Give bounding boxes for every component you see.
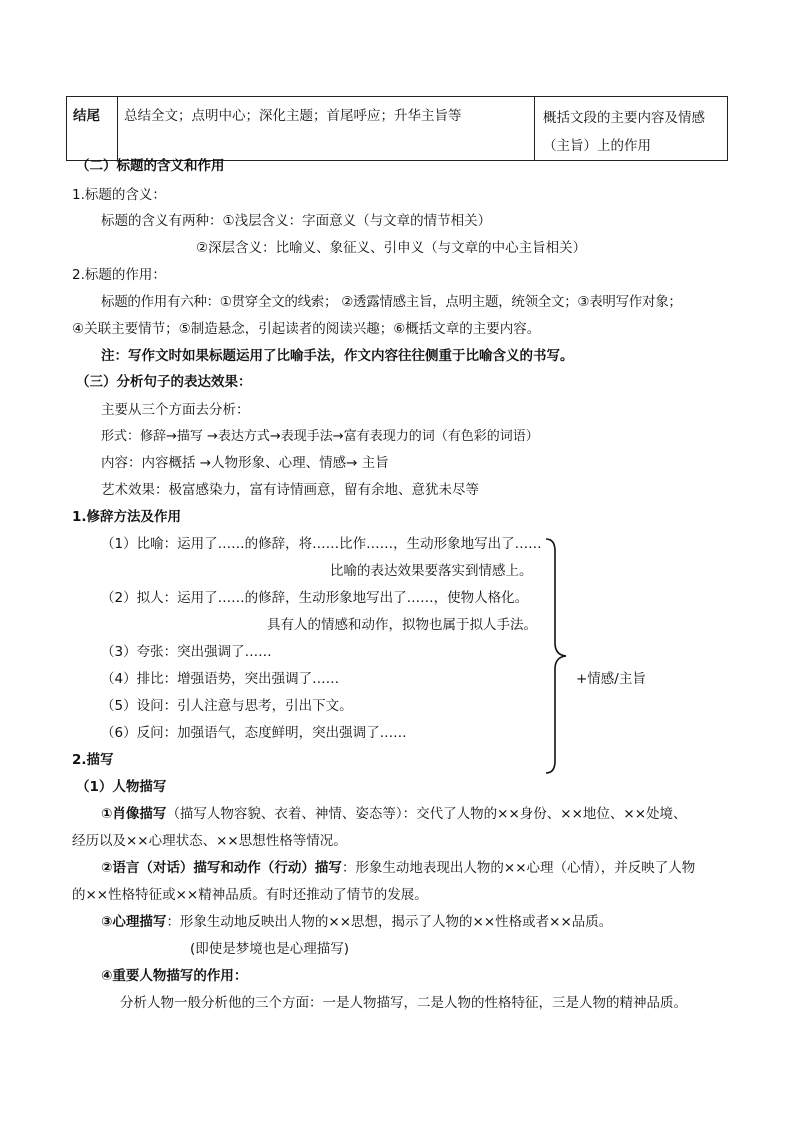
psychological-description: ③心理描写：形象生动地反映出人物的××思想，揭示了人物的××性格或者××品质。 <box>101 914 613 930</box>
table-label-cell: 结尾 <box>67 97 118 161</box>
title-meaning-line-1: 标题的含义有两种：①浅层含义：字面意义（与文章的情节相关） <box>101 213 492 229</box>
rhetoric-item-rhetorical-question: （6）反问：加强语气，态度鲜明，突出强调了…… <box>101 725 407 741</box>
character-description-role-heading: ④重要人物描写的作用： <box>101 968 248 984</box>
rhetoric-item-personification: （2）拟人：运用了……的修辞，生动形象地写出了……，使物人格化。 <box>101 590 529 606</box>
title-function-line-1: 标题的作用有六种：①贯穿全文的线索； ②透露情感主旨，点明主题，统领全文；③表明写作对象； <box>101 294 682 310</box>
rhetoric-item-personification-note: 具有人的情感和动作，拟物也属于拟人手法。 <box>267 617 537 633</box>
sentence-form: 形式：修辞→描写 →表达方式→表现手法→富有表现力的词（有色彩的词语） <box>101 429 539 444</box>
table-content-cell: 总结全文；点明中心；深化主题；首尾呼应；升华主旨等 <box>118 97 535 161</box>
title-function-line-2: ④关联主要情节；⑤制造悬念，引起读者的阅读兴趣；⑥概括文章的主要内容。 <box>72 321 541 337</box>
brace-label: +情感/主旨 <box>576 671 646 687</box>
rhetoric-heading: 1.修辞方法及作用 <box>72 509 182 525</box>
portrait-description-line-1: ①肖像描写（描写人物容貌、衣着、神情、姿态等）：交代了人物的××身份、××地位、××处境、 <box>101 806 687 822</box>
table-effect-cell <box>535 97 728 161</box>
title-meaning-line-2: ②深层含义：比喻义、象征义、引申义（与文章的中心主旨相关） <box>196 240 587 256</box>
sentence-intro: 主要从三个方面去分析： <box>101 402 250 418</box>
right-brace <box>542 537 572 775</box>
speech-action-description-line-1: ②语言（对话）描写和动作（行动）描写：形象生动地表现出人物的××心理（心情），并反映了人物 <box>101 860 696 876</box>
character-analysis-line: 分析人物一般分析他的三个方面：一是人物描写，二是人物的性格特征，三是人物的精神品质。 <box>120 995 687 1011</box>
speech-action-description-line-2: 的××性格特征或××精神品质。有时还推动了情节的发展。 <box>72 887 428 903</box>
sentence-art-effect: 艺术效果：极富感染力，富有诗情画意，留有余地、意犹未尽等 <box>101 482 479 498</box>
title-note: 注：写作文时如果标题运用了比喻手法，作文内容往往侧重于比喻含义的书写。 <box>101 348 574 364</box>
character-description-subheading: （1）人物描写 <box>76 779 167 795</box>
rhetoric-item-question: （5）设问：引人注意与思考，引出下文。 <box>101 698 353 714</box>
section-heading-sentence: （三）分析句子的表达效果： <box>76 374 252 390</box>
title-function-subheading: 2.标题的作用： <box>72 267 166 283</box>
section-heading-title: （二）标题的含义和作用 <box>76 158 225 174</box>
rhetoric-item-metaphor: （1）比喻：运用了……的修辞，将……比作……，生动形象地写出了…… <box>101 536 542 552</box>
rhetoric-item-hyperbole: （3）夸张：突出强调了…… <box>101 644 272 660</box>
description-heading: 2.描写 <box>72 752 114 768</box>
sentence-content: 内容：内容概括 →人物形象、心理、情感→ 主旨 <box>101 455 389 471</box>
title-meaning-subheading: 1.标题的含义： <box>72 187 166 203</box>
dream-note: (即使是梦境也是心理描写) <box>190 941 350 957</box>
rhetoric-item-metaphor-note: 比喻的表达效果要落实到情感上。 <box>330 563 533 579</box>
summary-table <box>66 96 728 161</box>
effect-line-1: 概括文段的主要内容及情感 <box>543 110 705 126</box>
effect-line-2: （主旨）上的作用 <box>543 138 651 154</box>
portrait-description-line-2: 经历以及××心理状态、××思想性格等情况。 <box>72 833 347 849</box>
rhetoric-item-parallelism: （4）排比：增强语势，突出强调了…… <box>101 671 340 687</box>
